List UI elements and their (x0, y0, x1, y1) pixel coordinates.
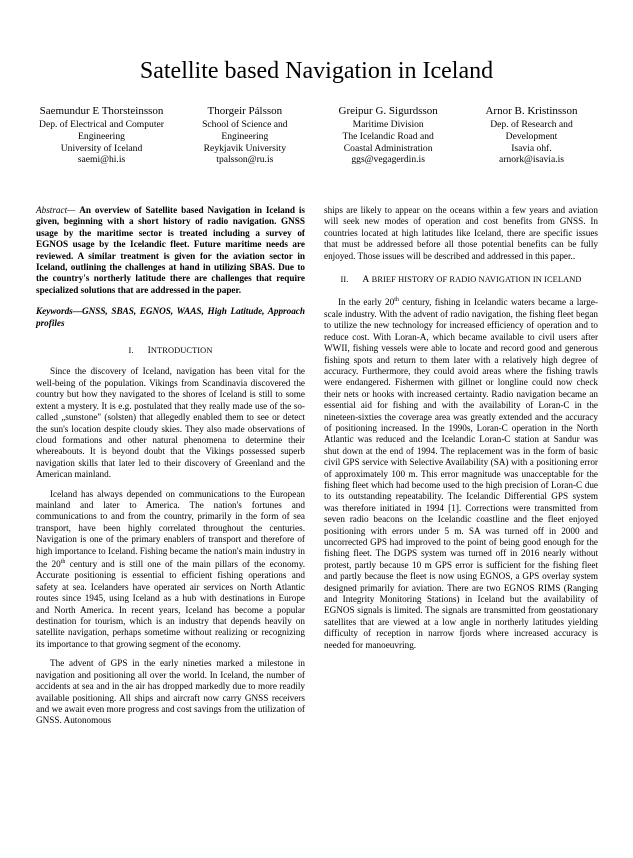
author-2 (173, 104, 316, 166)
author-4 (460, 104, 603, 166)
abstract-lead: Abstract— (36, 205, 80, 215)
author-affiliation: Maritime Division (352, 119, 424, 130)
author-affiliation: Development (505, 130, 558, 142)
author-affiliation: School of Science and (202, 119, 288, 130)
author-email: arnork@isavia.is (498, 154, 565, 166)
author-1 (30, 104, 173, 166)
author-affiliation: Engineering (221, 130, 269, 142)
left-column (36, 205, 305, 735)
paragraph: Since the discovery of Iceland, navigation has been vital for the well-being of the population. Vikings from Scandinavia discovered the country but how they navigated to the shores of Iceland is still to some extent a mystery. It is e.g. postulated that they really made use of the so-called „sunstone" (solsten) that allegedly enabled them to see or detect the sun's location despite cloudy skies. They also made observations of cloud formations and other natural phenomena to determine their whereabouts. It is beyond doubt that the Vikings possessed superb navigation skills that later led to their discovery of Greenland and the American mainland. (36, 366, 305, 480)
section-heading-introduction: I. INTRODUCTION (128, 345, 213, 357)
paper-title: Satellite based Navigation in Iceland (139, 58, 494, 84)
paragraph-continued: ships are likely to appear on the oceans within a few years and aviation will seek new modes of operation and cost benefits from GNSS. In countries located at high latitudes like Iceland, there are specific issues that must be addressed before all those potential benefits can be fully enjoyed. Those issues will be described and addressed in this paper.. (324, 205, 598, 261)
author-name: Arnor B. Kristinsson (485, 105, 578, 117)
author-affiliation: Coastal Administration (343, 142, 433, 154)
abstract (36, 205, 305, 296)
author-3 (317, 104, 460, 166)
author-affiliation: University of Iceland (60, 142, 143, 154)
abstract-text: An overview of Satellite based Navigation in Iceland is given, beginning with a short history of radio navigation. GNSS usage by the maritime sector is treated including a survey of EGNOS usage by the Icelandic fleet. Future maritime needs are reviewed. A similar treatment is given for the aviation sector in Iceland, outlining the challenges at hand in utilizing SBAS. Due to the country's northerly latitude there are challenges that require specialized solutions that are addressed in the paper. (36, 205, 305, 295)
author-name: Greipur G. Sigurdsson (338, 105, 438, 117)
keywords: Keywords—GNSS, SBAS, EGNOS, WAAS, High Latitude, Approach profiles (36, 306, 305, 328)
author-block (30, 104, 603, 166)
author-email: tpalsson@ru.is (216, 154, 274, 166)
author-affiliation: Isavia ohf. (511, 142, 552, 154)
author-name: Thorgeir Pálsson (207, 105, 283, 117)
right-column (324, 205, 598, 659)
paragraph: In the early 20th century, fishing in Icelandic waters became a large-scale industry. With the advent of radio navigation, the fishing fleet began to utilize the new technology for increased efficiency of operation and to reduce cost. With Loran-A, which became available to civil users after WWII, fishing vessels were able to locate and record good and generous fishing spots and return to them later with a relatively high degree of accuracy. Furthermore, they could avoid areas where the fishing trawls were endangered. Fishermen with gillnet or longline could now check their nets or hooks with increased certainty. Radio navigation became an essential aid for fishing and with the availability of Loran-C in the nineteen-sixties the coverage area was greatly extended and the accuracy of positioning increased. In the 1990s, Loran-C operation in the North Atlantic was reduced and the Icelandic Loran-C station at Sandur was shut down at the end of 1994. The replacement was in the form of basic civil GPS service with Selective Availability (SA) with a positioning error of approximately 100 m. This error magnitude was unacceptable for the fishing fleet which had become used to the high precision of Loran-C due to its outstanding repeatability. The Icelandic Differential GPS system was therefore initiated in 1994 [1]. Corrections were transmitted from seven radio beacons on the Icelandic coastline and the fleet enjoyed positioning with errors under 5 m. SA was turned off in 2000 and uncorrected GPS had improved to the point of being good enough for the fishing fleet. The DGPS system was turned off in 2016 nearly without protest, partly because 10 m GPS error is sufficient for the fishing fleet and partly because the fleet is now using EGNOS, a GPS overlay system designed primarily for aviation. There are two EGNOS RIMS (Ranging and Integrity Monitoring Stations) in Iceland but the availability of EGNOS signals is limited. The signals are transmitted from geostationary satellites that are viewed at a low angle in northerly latitudes yielding difficulty of reception in narrow fjords where increased accuracy is needed for manoeuvring. (324, 297, 598, 650)
section-heading-history: II. A BRIEF HISTORY OF RADIO NAVIGATION IN ICELAND (340, 274, 582, 286)
author-affiliation: Reykjavik University (203, 142, 286, 154)
author-affiliation: The Icelandic Road and (342, 130, 434, 142)
author-email: saemi@hi.is (77, 154, 126, 166)
paragraph: Iceland has always depended on communications to the European mainland and later to America. The nation's fortunes and communications to and from the country, primarily in the form of sea transport, have been highly correlated throughout the centuries. Navigation is one of the primary enablers of transport and therefore of high importance to Iceland. Fishing became the nation's main industry in the 20th century and is still one of the main pillars of the economy. Accurate positioning is essential to efficient fishing operations and safety at sea. Icelanders have operated air services on North Atlantic routes since 1945, using Iceland as a hub with destinations in Europe and North America. In recent years, Iceland has become a popular destination for tourism, which is an industry that depends heavily on satellite navigation, perhaps sometime without realizing or recognizing its importance to that growing segment of the economy. (36, 488, 305, 649)
author-affiliation: Dep. of Electrical and Computer (39, 119, 164, 130)
author-name: Saemundur E Thorsteinsson (39, 105, 164, 117)
paragraph: The advent of GPS in the early nineties marked a milestone in navigation and positioning all over the world. In Iceland, the number of accidents at sea and in the air has dropped markedly due to more readily available positioning. All ships and aircraft now carry GNSS receivers and we await even more progress and cost savings from the utilization of GNSS. Autonomous (36, 658, 305, 726)
author-email: ggs@vegagerdin.is (351, 154, 425, 166)
author-affiliation: Engineering (78, 130, 125, 142)
author-affiliation: Dep. of Research and (490, 119, 573, 130)
